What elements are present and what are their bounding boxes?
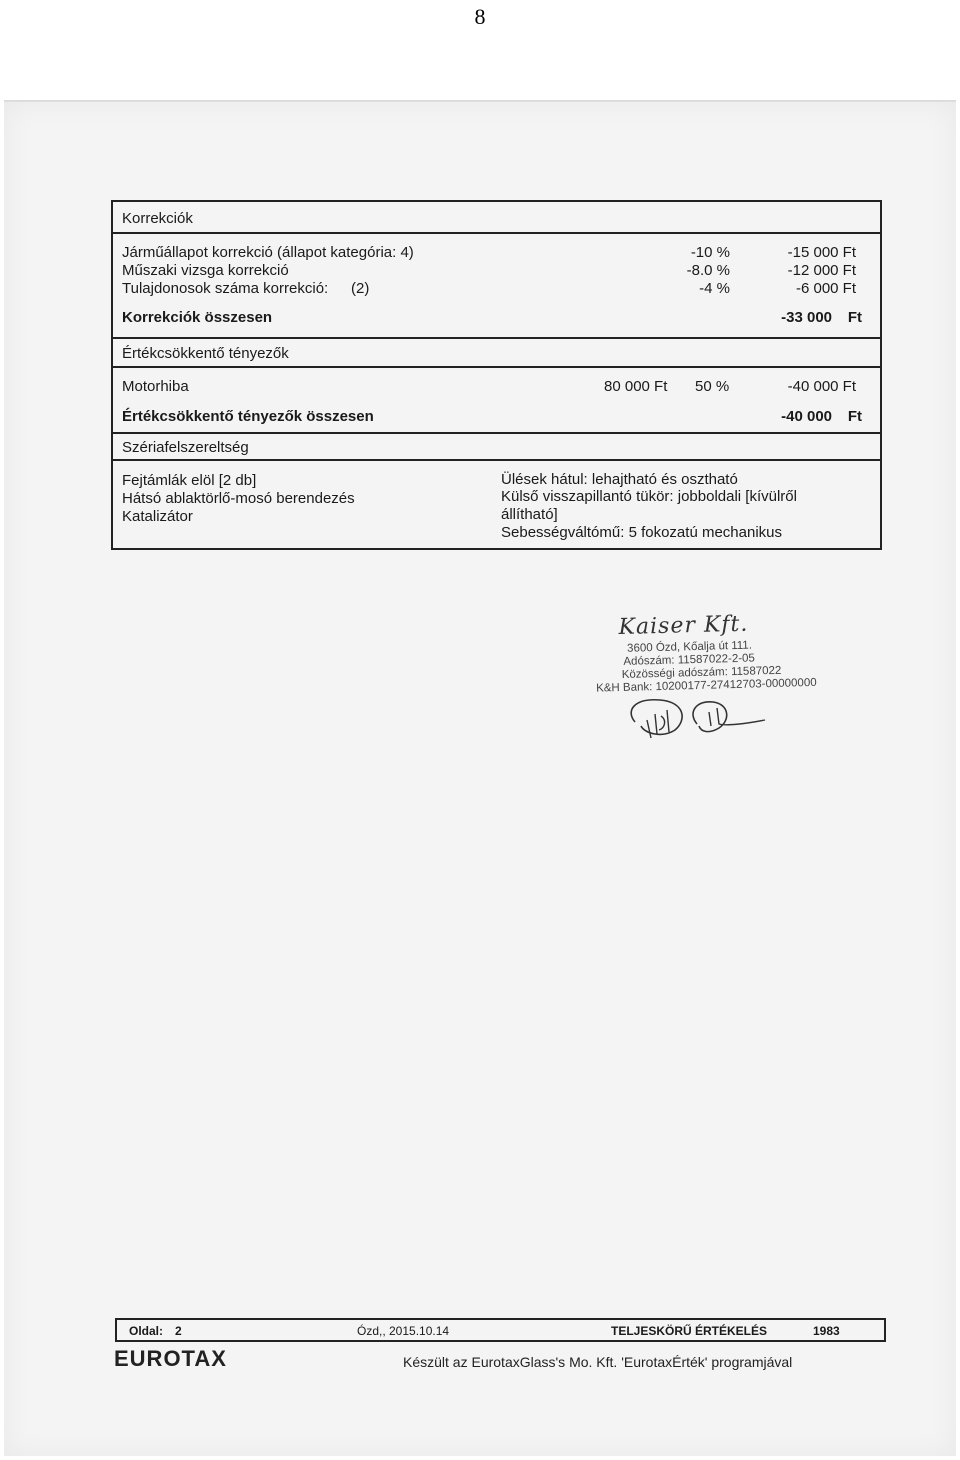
- depreciation-label: Motorhiba: [122, 378, 189, 395]
- equipment-item: Ülések hátul: lehajtható és osztható: [501, 471, 738, 488]
- correction-label: Tulajdonosok száma korrekció:: [122, 280, 329, 297]
- depreciation-title: Értékcsökkentő tényezők: [122, 345, 289, 362]
- correction-percent: -4 %: [699, 280, 730, 297]
- depreciation-total-unit: Ft: [847, 408, 862, 425]
- page-number: 8: [474, 4, 486, 29]
- depreciation-amount: -40 000 Ft: [787, 378, 856, 395]
- corrections-title: Korrekciók: [122, 210, 193, 227]
- divider: [113, 337, 880, 339]
- page-value: 2: [175, 1324, 182, 1338]
- correction-amount: -6 000 Ft: [795, 280, 856, 297]
- divider: [113, 459, 880, 461]
- depreciation-percent: 50 %: [695, 378, 730, 395]
- corrections-total-amount: -33 000: [781, 309, 832, 326]
- depreciation-total-amount: -40 000: [781, 408, 832, 425]
- made-with-note: Készült az EurotaxGlass's Mo. Kft. 'EurotaxÉrték' programjával: [403, 1354, 793, 1370]
- page-label: Oldal:: [129, 1324, 164, 1338]
- equipment-item: Sebességváltómű: 5 fokozatú mechanikus: [501, 524, 782, 541]
- stamp-line: K&H Bank: 10200177-27412703-00000000: [595, 676, 817, 695]
- corrections-total-unit: Ft: [847, 309, 862, 326]
- correction-label: Műszaki vizsga korrekció: [122, 262, 289, 279]
- document-title: TELJESKÖRŰ ÉRTÉKELÉS: [611, 1324, 768, 1338]
- valuation-table: [111, 200, 882, 550]
- stamp-line: Adószám: 11587022-2-05: [623, 652, 756, 668]
- handwritten-signature: [605, 690, 775, 750]
- equipment-item: Katalizátor: [122, 508, 193, 525]
- correction-label: Járműállapot korrekció (állapot kategória: 4): [122, 244, 414, 261]
- divider: [113, 366, 880, 368]
- correction-amount: -12 000 Ft: [787, 262, 856, 279]
- equipment-title: Szériafelszereltség: [122, 439, 249, 456]
- footer-bar: [115, 1318, 886, 1342]
- equipment-item: Külső visszapillantó tükör: jobboldali [kívülről: [501, 488, 797, 505]
- owners-count: (2): [351, 280, 370, 297]
- document-code: 1983: [813, 1324, 840, 1338]
- equipment-item: állítható]: [501, 506, 558, 523]
- correction-amount: -15 000 Ft: [787, 244, 856, 261]
- stamp-company-name: Kaiser Kft.: [618, 611, 749, 641]
- divider: [113, 232, 880, 234]
- stamp-line: 3600 Ózd, Kőalja út 111.: [626, 639, 753, 655]
- correction-percent: -8.0 %: [686, 262, 730, 279]
- depreciation-base: 80 000 Ft: [604, 378, 668, 395]
- corrections-total-label: Korrekciók összesen: [122, 309, 273, 326]
- depreciation-total-label: Értékcsökkentő tényezők összesen: [122, 408, 374, 425]
- eurotax-logo: EUROTAX: [114, 1346, 227, 1371]
- divider: [113, 432, 880, 434]
- stamp-line: Közösségi adószám: 11587022: [621, 664, 782, 681]
- correction-percent: -10 %: [690, 244, 730, 261]
- equipment-item: Fejtámlák elöl [2 db]: [122, 472, 257, 489]
- place-date: Ózd,, 2015.10.14: [357, 1324, 450, 1338]
- equipment-item: Hátsó ablaktörlő-mosó berendezés: [122, 490, 355, 507]
